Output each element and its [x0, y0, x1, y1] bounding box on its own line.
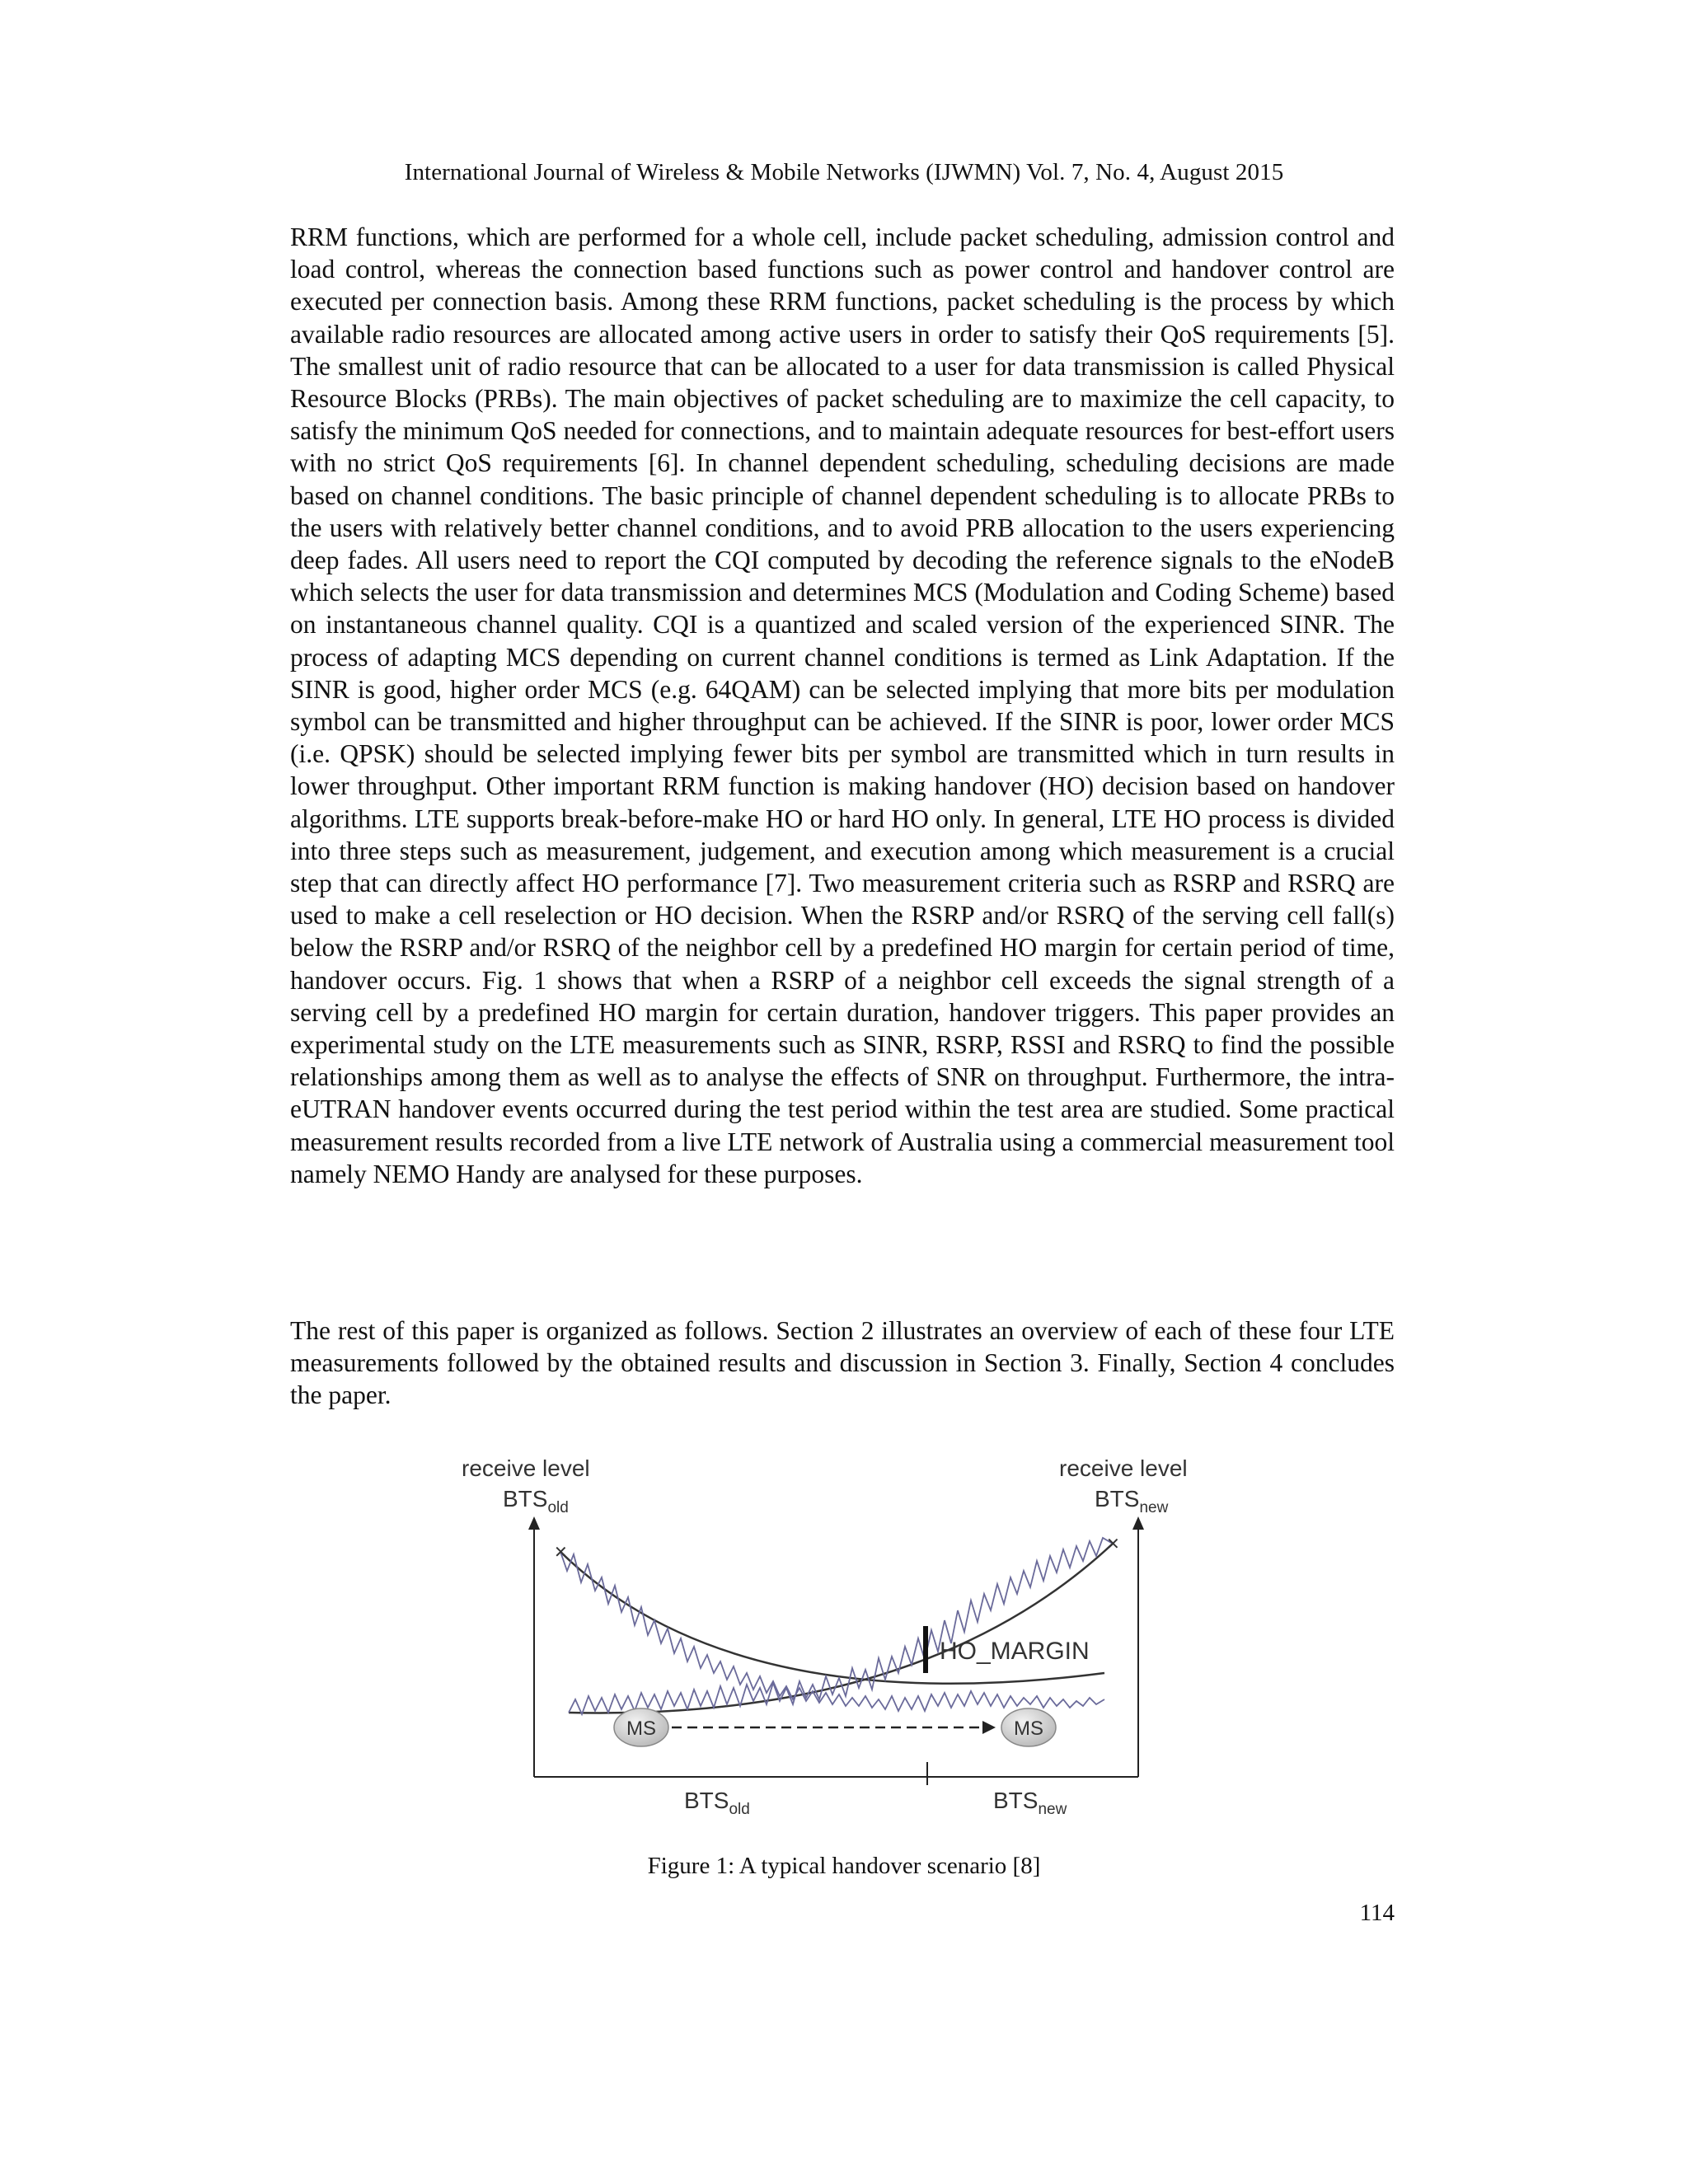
handover-figure: [462, 1449, 1188, 1836]
left-axis-bts: $BTS_{old}$: [503, 1486, 569, 1516]
right-axis-bts: $BTS_{new}$: [1095, 1486, 1169, 1516]
body-paragraph-1: RRM functions, which are performed for a whole cell, include packet scheduling, admission control and load control, whereas the connection based functions such as power control and handover control are executed per connection basis. Among these RRM functions, packet scheduling is the process by which available radio resources are allocated among active users in order to satisfy their QoS requirements [5]. The smallest unit of radio resource that can be allocated to a user for data transmission is called Physical Resource Blocks (PRBs). The main objectives of packet scheduling are to maximize the cell capacity, to satisfy the minimum QoS needed for connections, and to maintain adequate resources for best-effort users with no strict QoS requirements [6]. In channel dependent scheduling, scheduling decisions are made based on channel conditions. The basic principle of channel dependent scheduling is to allocate PRBs to the users with relatively better channel conditions, and to avoid PRB allocation to the users experiencing deep fades. All users need to report the CQI computed by decoding the reference signals to the eNodeB which selects the user for data transmission and determines MCS (Modulation and Coding Scheme) based on instantaneous channel quality. CQI is a quantized and scaled version of the experienced SINR. The process of adapting MCS depending on current channel conditions is termed as Link Adaptation. If the SINR is good, higher order MCS (e.g. 64QAM) can be selected implying that more bits per modulation symbol can be transmitted and higher throughput can be achieved. If the SINR is poor, lower order MCS (i.e. QPSK) should be selected implying fewer bits per symbol are transmitted which in turn results in lower throughput. Other important RRM function is making handover (HO) decision based on handover algorithms. LTE supports break-before-make HO or hard HO only. In general, LTE HO process is divided into three steps such as measurement, judgement, and execution among which measurement is a crucial step that can directly affect HO performance [7]. Two measurement criteria such as RSRP and RSRQ are used to make a cell reselection or HO decision. When the RSRP and/or RSRQ of the serving cell fall(s) below the RSRP and/or RSRQ of the neighbor cell by a predefined HO margin for certain period of time, handover occurs. Fig. 1 shows that when a RSRP of a neighbor cell exceeds the signal strength of a serving cell by a predefined HO margin for certain duration, handover triggers. This paper provides an experimental study on the LTE measurements such as SINR, RSRP, RSSI and RSRQ to find the possible relationships among them as well as to analyse the effects of SNR on throughput. Furthermore, the intra-eUTRAN handover events occurred during the test period within the test area are studied. Some practical measurement results recorded from a live LTE network of Australia using a commercial measurement tool namely NEMO Handy are analysed for these purposes.: [290, 223, 1395, 1188]
left-end-marker: ✕: [554, 1544, 568, 1562]
bottom-left-bts-label: $BTS_{old}$: [684, 1788, 750, 1818]
bottom-right-bts-label: $BTS_{new}$: [993, 1788, 1067, 1818]
handover-diagram: [462, 1449, 1188, 1836]
page-number: 114: [1359, 1900, 1395, 1926]
movement-arrow-head: [982, 1721, 996, 1734]
body-paragraph-2: The rest of this paper is organized as follows. Section 2 illustrates an overview of each of these four LTE measurements followed by the obtained results and discussion in Section 3. Finally, Section 4 concludes the paper.: [290, 1316, 1395, 1410]
ho-margin-label: HO_MARGIN: [940, 1638, 1090, 1665]
right-axis-label: receive level: [1059, 1455, 1188, 1481]
left-axis-label: receive level: [462, 1455, 590, 1481]
ms-right-label: MS: [1014, 1718, 1043, 1740]
running-header: International Journal of Wireless & Mobile Networks (IJWMN) Vol. 7, No. 4, August 2015: [404, 159, 1284, 185]
left-axis-arrow: [528, 1516, 540, 1530]
bts-new-fading-curve: [569, 1538, 1113, 1714]
right-axis-arrow: [1132, 1516, 1144, 1530]
figure-caption: Figure 1: A typical handover scenario [8]: [647, 1853, 1041, 1879]
right-end-marker: ✕: [1106, 1535, 1120, 1554]
ms-left-label: MS: [626, 1718, 656, 1740]
